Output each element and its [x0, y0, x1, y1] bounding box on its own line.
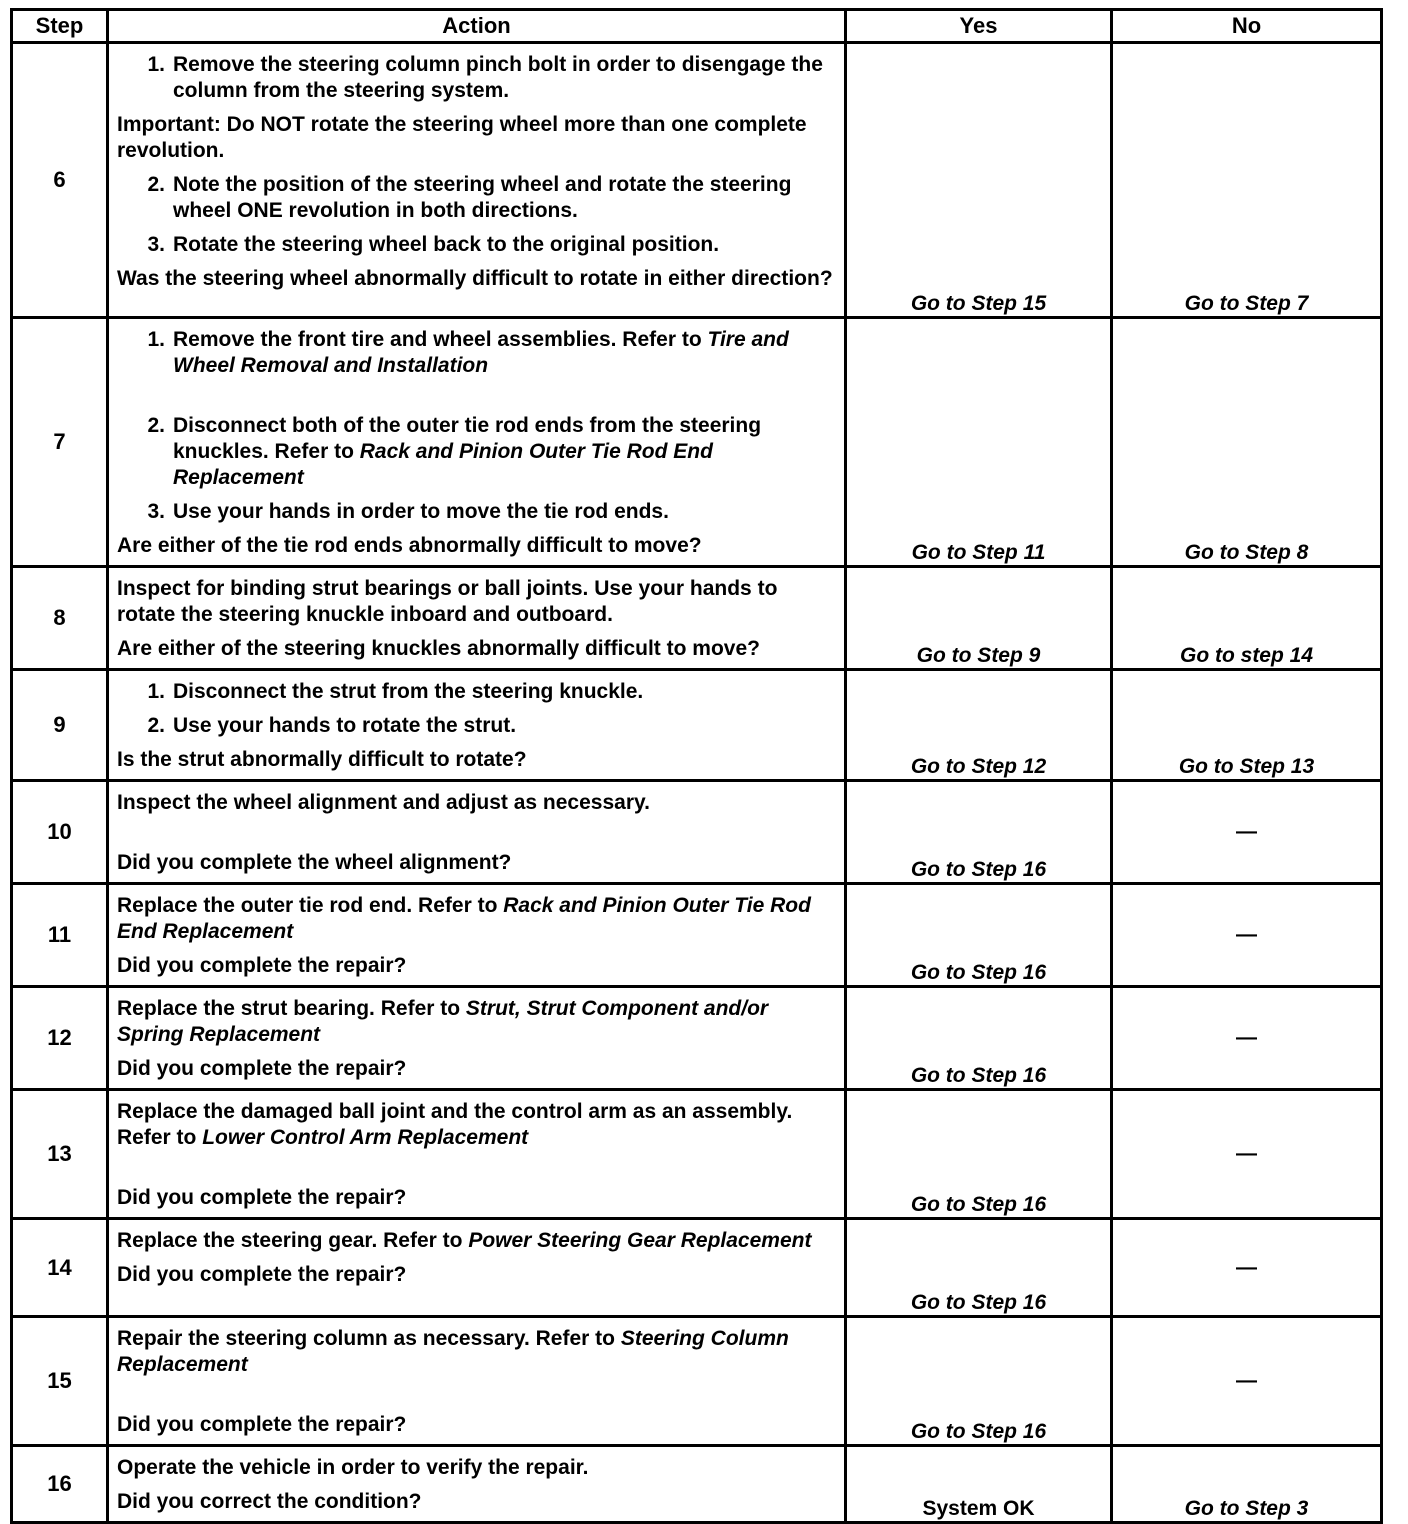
question-text: Did you correct the condition?: [117, 1490, 422, 1513]
reference-link: Power Steering Gear Replacement: [468, 1229, 812, 1252]
instruction-text: Repair the steering column as necessary. Refer to Steering Column Replacement: [117, 1327, 789, 1376]
action-cell: [108, 1317, 846, 1446]
instruction-text: Operate the vehicle in order to verify the repair.: [117, 1456, 589, 1479]
reference-link: Rack and Pinion Outer Tie Rod End Replacement: [173, 440, 713, 489]
reference-link: Steering Column Replacement: [117, 1327, 789, 1376]
no-result: Go to Step 3: [1112, 1446, 1382, 1523]
no-result: Go to step 14: [1112, 567, 1382, 670]
yes-result: Go to Step 16: [846, 1317, 1112, 1446]
table-row: [12, 1219, 1382, 1317]
list-item: 2. Note the position of the steering wheel and rotate the steering wheel ONE revolution in both directions.: [147, 173, 792, 222]
no-result: —: [1112, 1317, 1382, 1446]
question-text: Is the strut abnormally difficult to rotate?: [117, 748, 527, 771]
header-yes: Yes: [846, 10, 1112, 43]
table-row: [12, 567, 1382, 670]
table-row: [12, 43, 1382, 318]
yes-result: Go to Step 12: [846, 670, 1112, 781]
list-item: 2. Disconnect both of the outer tie rod ends from the steering knuckles. Refer to Rack and Pinion Outer Tie Rod End Replacement: [147, 414, 762, 489]
list-item: 2. Use your hands to rotate the strut.: [147, 714, 517, 737]
reference-link: Lower Control Arm Replacement: [202, 1126, 529, 1149]
table-row: [12, 781, 1382, 884]
question-text: Did you complete the repair?: [117, 1057, 407, 1080]
reference-link: Tire and Wheel Removal and Installation: [173, 328, 789, 377]
no-result: Go to Step 7: [1112, 43, 1382, 318]
step-number: 8: [12, 567, 108, 670]
important-note: Important: Do NOT rotate the steering wheel more than one complete revolution.: [117, 113, 807, 162]
yes-result: Go to Step 15: [846, 43, 1112, 318]
action-cell: [108, 1446, 846, 1523]
yes-result: System OK: [846, 1446, 1112, 1523]
yes-result: Go to Step 16: [846, 781, 1112, 884]
no-result: Go to Step 13: [1112, 670, 1382, 781]
instruction-text: Inspect the wheel alignment and adjust as necessary.: [117, 791, 650, 814]
action-cell: [108, 781, 846, 884]
instruction-text: Replace the steering gear. Refer to Power Steering Gear Replacement: [117, 1229, 812, 1252]
step-number: 11: [12, 884, 108, 987]
yes-result: Go to Step 16: [846, 1090, 1112, 1219]
question-text: Are either of the steering knuckles abnormally difficult to move?: [117, 637, 760, 660]
no-result: —: [1112, 1090, 1382, 1219]
step-number: 6: [12, 43, 108, 318]
question-text: Did you complete the repair?: [117, 1413, 407, 1436]
list-item: 3. Use your hands in order to move the tie rod ends.: [147, 500, 669, 523]
no-result: Go to Step 8: [1112, 318, 1382, 567]
reference-link: Strut, Strut Component and/or Spring Replacement: [117, 997, 769, 1046]
step-number: 15: [12, 1317, 108, 1446]
yes-result: Go to Step 16: [846, 884, 1112, 987]
list-item: 1. Remove the steering column pinch bolt in order to disengage the column from the steering system.: [147, 53, 823, 102]
table-row: [12, 1317, 1382, 1446]
action-cell: [108, 318, 846, 567]
list-item: 3. Rotate the steering wheel back to the original position.: [147, 233, 720, 256]
reference-link: Rack and Pinion Outer Tie Rod End Replacement: [117, 894, 811, 943]
diagnostic-table: [10, 8, 1383, 1524]
table-row: [12, 884, 1382, 987]
yes-result: Go to Step 9: [846, 567, 1112, 670]
action-cell: [108, 1090, 846, 1219]
action-cell: [108, 884, 846, 987]
step-number: 9: [12, 670, 108, 781]
action-cell: [108, 1219, 846, 1317]
yes-result: Go to Step 16: [846, 987, 1112, 1090]
table-row: [12, 1446, 1382, 1523]
action-cell: [108, 43, 846, 318]
action-cell: [108, 670, 846, 781]
action-cell: [108, 987, 846, 1090]
yes-result: Go to Step 11: [846, 318, 1112, 567]
question-text: Did you complete the wheel alignment?: [117, 851, 512, 874]
question-text: Did you complete the repair?: [117, 1186, 407, 1209]
instruction-text: Replace the strut bearing. Refer to Strut, Strut Component and/or Spring Replacement: [117, 997, 769, 1046]
question-text: Did you complete the repair?: [117, 954, 407, 977]
table-row: [12, 318, 1382, 567]
instruction-text: Replace the outer tie rod end. Refer to Rack and Pinion Outer Tie Rod End Replacement: [117, 894, 811, 943]
table-row: [12, 987, 1382, 1090]
step-number: 14: [12, 1219, 108, 1317]
instruction-text: Replace the damaged ball joint and the control arm as an assembly. Refer to Lower Control Arm Replacement: [117, 1100, 793, 1149]
no-result: —: [1112, 1219, 1382, 1317]
yes-result: Go to Step 16: [846, 1219, 1112, 1317]
step-number: 10: [12, 781, 108, 884]
no-result: —: [1112, 781, 1382, 884]
header-row: [12, 10, 1382, 43]
list-item: 1. Remove the front tire and wheel assemblies. Refer to Tire and Wheel Removal and Installation: [147, 328, 789, 377]
step-number: 13: [12, 1090, 108, 1219]
header-action: Action: [108, 10, 846, 43]
step-number: 12: [12, 987, 108, 1090]
list-item: 1. Disconnect the strut from the steering knuckle.: [147, 680, 644, 703]
question-text: Did you complete the repair?: [117, 1263, 407, 1286]
table-row: [12, 670, 1382, 781]
step-number: 16: [12, 1446, 108, 1523]
no-result: —: [1112, 884, 1382, 987]
instruction-text: Inspect for binding strut bearings or ball joints. Use your hands to rotate the steering knuckle inboard and outboard.: [117, 577, 778, 626]
no-result: —: [1112, 987, 1382, 1090]
header-no: No: [1112, 10, 1382, 43]
action-cell: [108, 567, 846, 670]
step-number: 7: [12, 318, 108, 567]
question-text: Are either of the tie rod ends abnormally difficult to move?: [117, 534, 702, 557]
table-row: [12, 1090, 1382, 1219]
header-step: Step: [12, 10, 108, 43]
question-text: Was the steering wheel abnormally difficult to rotate in either direction?: [117, 267, 833, 290]
